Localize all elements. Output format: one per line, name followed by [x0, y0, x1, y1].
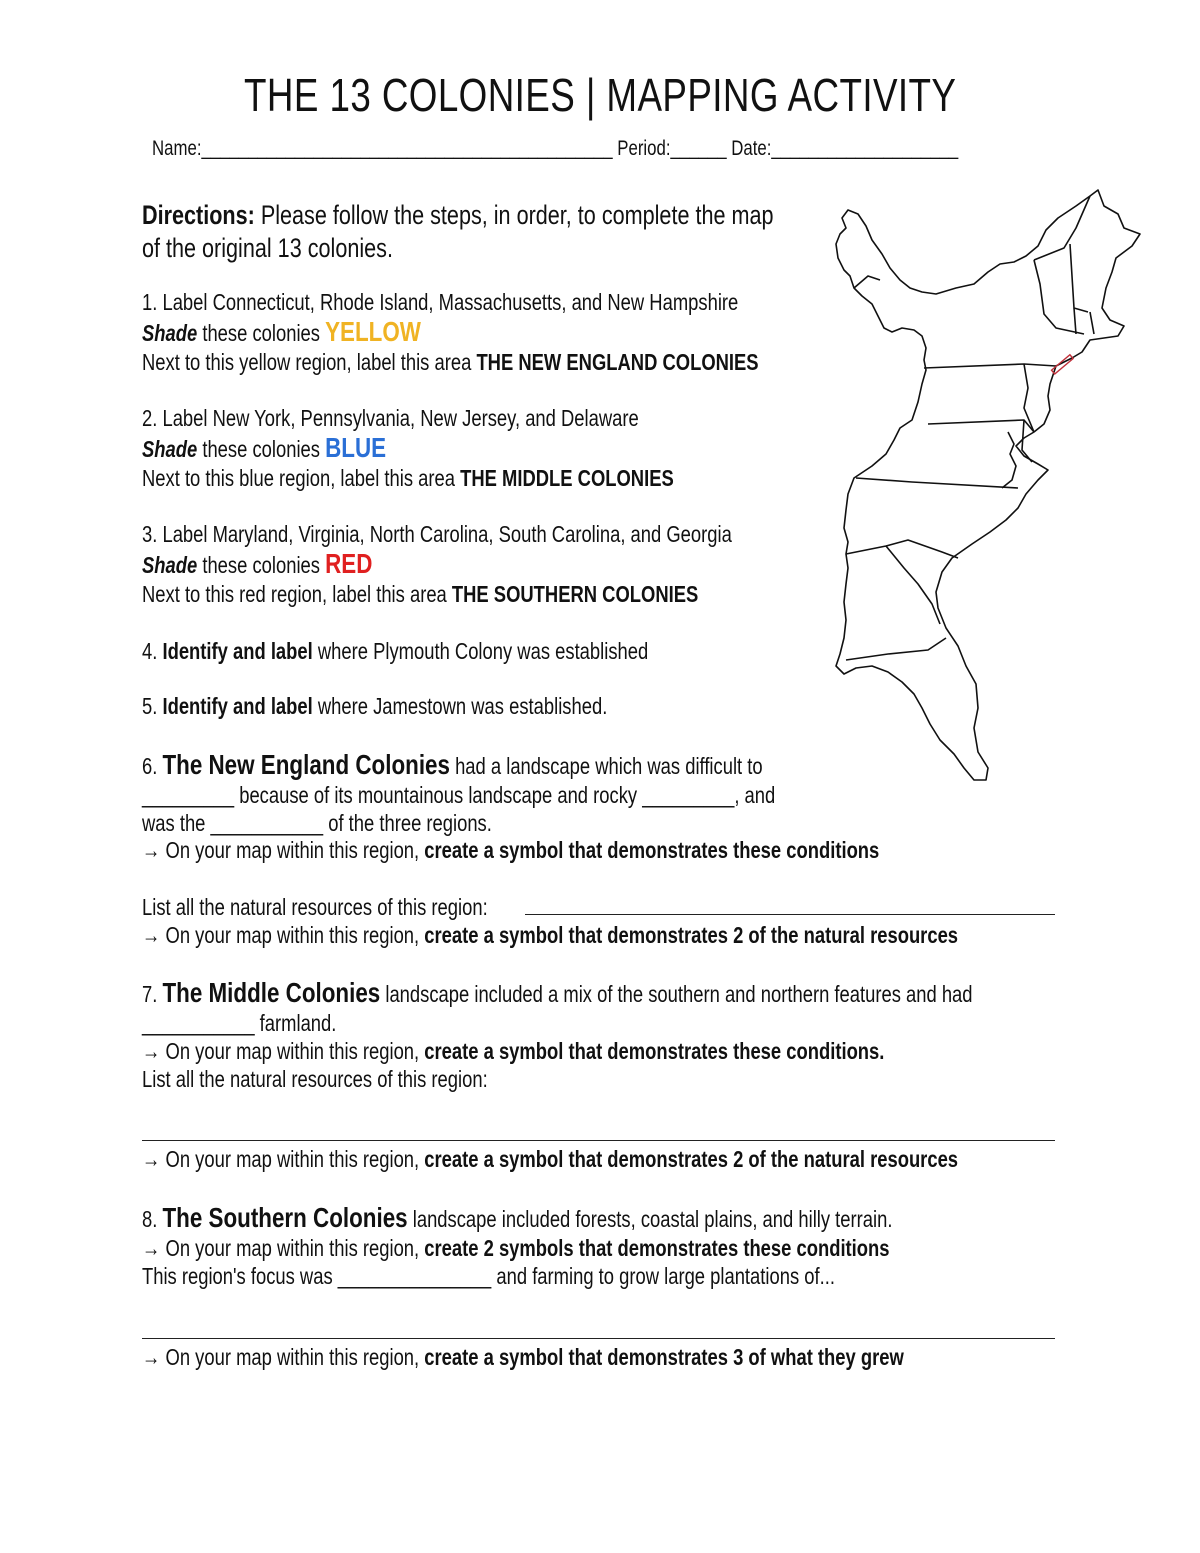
q7-blank-a[interactable]: ___________ [142, 1010, 255, 1036]
q8-blank-a[interactable]: _______________ [337, 1263, 492, 1289]
student-info-row [152, 136, 1160, 162]
q8-crops-line[interactable] [142, 1338, 1055, 1339]
q6-blank-b[interactable]: _________ [642, 782, 735, 808]
q6-resources-line[interactable] [525, 914, 1055, 915]
step-2: 2. Label New York, Pennsylvania, New Jersey, and Delaware Shade these colonies BLUE Next to this blue region, label this area THE MIDDLE COLONIES [142, 405, 674, 491]
q7-heading: The Middle Colonies [162, 977, 381, 1008]
period-label: Period: [617, 137, 671, 160]
page-title: THE 13 COLONIES | MAPPING ACTIVITY [243, 69, 957, 121]
date-field[interactable]: ____________________ [771, 137, 959, 160]
q8-heading: The Southern Colonies [162, 1202, 408, 1233]
map-outline [836, 190, 1140, 780]
colonies-outline-map [828, 188, 1174, 786]
name-label: Name: [152, 137, 202, 160]
question-8: 8. The Southern Colonies landscape included forests, coastal plains, and hilly terrain. → On your map within this region, create 2 symbols that demonstrates these conditions This region's focus was _______________ and farming to grow large plantations of... [142, 1202, 893, 1289]
step-3: 3. Label Maryland, Virginia, North Carolina, South Carolina, and Georgia Shade these colonies RED Next to this red region, label this area THE SOUTHERN COLONIES [142, 521, 732, 607]
q7-arrow-2: → On your map within this region, create a symbol that demonstrates 2 of the natural resources [142, 1146, 959, 1172]
red-label: RED [325, 548, 373, 579]
question-7: 7. The Middle Colonies landscape included a mix of the southern and northern features and had ___________ farmland. → On your map within this region, create a symbol that demonstrates these conditions. List all the natural resources of this region: [142, 977, 973, 1092]
step-1: 1. Label Connecticut, Rhode Island, Massachusetts, and New Hampshire Shade these colonies YELLOW Next to this yellow region, label this area THE NEW ENGLAND COLONIES [142, 289, 759, 375]
q6-resources: List all the natural resources of this region: → On your map within this region, create a symbol that demonstrates 2 of the natural resources [142, 894, 959, 948]
q7-resources-line[interactable] [142, 1140, 1055, 1141]
period-field[interactable]: ______ [670, 137, 727, 160]
step-4: 4. Identify and label where Plymouth Colony was established [142, 638, 649, 664]
question-6: 6. The New England Colonies had a landscape which was difficult to _________ because of its mountainous landscape and rocky _________, and was the ___________ of the three regions. → On your map within this region, create a symbol that demonstrates these conditions [142, 749, 880, 863]
q6-blank-c[interactable]: ___________ [210, 810, 324, 836]
directions: Directions: Please follow the steps, in order, to complete the map of the original 13 colonies. [142, 200, 774, 263]
q6-blank-a[interactable]: _________ [142, 782, 235, 808]
yellow-label: YELLOW [325, 316, 421, 347]
name-field[interactable]: ____________________________________________ [201, 137, 613, 160]
date-label: Date: [731, 137, 772, 160]
q8-arrow-2: → On your map within this region, create a symbol that demonstrates 3 of what they grew [142, 1344, 904, 1370]
q6-heading: The New England Colonies [162, 749, 450, 780]
blue-label: BLUE [325, 432, 387, 463]
step-5: 5. Identify and label where Jamestown was established. [142, 693, 608, 719]
directions-label: Directions: [142, 200, 255, 230]
